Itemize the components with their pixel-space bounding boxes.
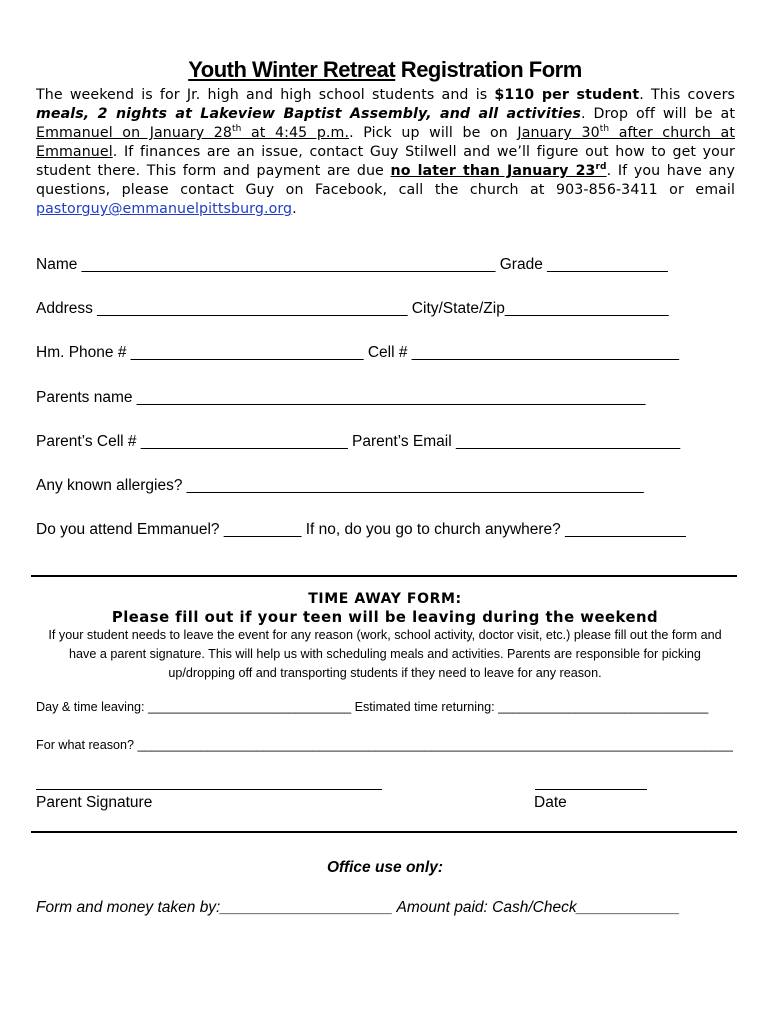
covers-text: meals, 2 nights at Lakeview Baptist Assembly, and all activities xyxy=(36,106,581,122)
address-field[interactable]: Address ____________________________________ City/State/Zip___________________ xyxy=(36,300,669,317)
time-away-heading: TIME AWAY FORM: xyxy=(308,591,462,607)
title-event-name: Youth Winter Retreat xyxy=(188,57,396,82)
reason-field[interactable]: For what reason? _____________________________________________________________________________________ xyxy=(36,738,733,752)
title-form-label: Registration Form xyxy=(395,57,582,82)
price-text: $110 per student xyxy=(494,87,640,103)
allergies-field[interactable]: Any known allergies? _____________________________________________________ xyxy=(36,477,644,494)
intro-text: . Pick up will be on xyxy=(349,125,518,141)
intro-text: . If you have any questions, please contact Guy on Facebook, call the church at 903-856-3411 or email xyxy=(36,163,735,198)
pickup-location-text: after church at Emmanuel xyxy=(36,125,736,160)
time-away-subheading: Please fill out if your teen will be leaving during the weekend xyxy=(111,609,659,626)
due-date xyxy=(391,163,607,179)
date-line[interactable] xyxy=(535,789,647,790)
section-divider xyxy=(31,831,737,833)
office-use-fields[interactable]: Form and money taken by:____________________ Amount paid: Cash/Check____________ xyxy=(36,899,681,916)
dropoff-text: Emmanuel on January 28 xyxy=(36,125,233,141)
intro-text: . This covers xyxy=(639,87,735,103)
pickup-date-text: January 30 xyxy=(517,125,600,141)
parent-cell-email-field[interactable]: Parent’s Cell # ________________________ Parent’s Email __________________________ xyxy=(36,433,681,450)
name-grade-field[interactable]: Name ________________________________________________ Grade ______________ xyxy=(36,256,668,273)
intro-text: . If finances are an issue, contact Guy Stilwell and we’ll figure out how to get your student there. This form and payment are due xyxy=(36,144,735,179)
time-away-instructions: If your student needs to leave the event for any reason (work, school activity, doctor visit, etc.) please fill out the form and have a parent signature. This will help us with scheduling meals and activities. Parents are responsible for picking up/dropping off and transporting students if they need to leave for any reason. xyxy=(48,628,722,680)
signature-label: Parent Signature xyxy=(36,794,153,811)
due-text: no later than January 23 xyxy=(390,163,596,179)
intro-text: The weekend is for Jr. high and high school students and is xyxy=(36,87,495,103)
email-link[interactable]: pastorguy@emmanuelpittsburg.org xyxy=(36,201,293,217)
page-title xyxy=(0,56,770,84)
pickup-superscript: th xyxy=(599,124,610,134)
dropoff-info xyxy=(36,125,349,141)
section-divider xyxy=(31,575,737,577)
dropoff-superscript: th xyxy=(232,124,242,134)
dropoff-time-text: at 4:45 p.m. xyxy=(241,125,350,141)
intro-paragraph xyxy=(36,86,735,219)
date-label: Date xyxy=(534,794,567,811)
phone-field[interactable]: Hm. Phone # ___________________________ Cell # _______________________________ xyxy=(36,344,679,361)
intro-text: . Drop off will be at xyxy=(580,106,735,122)
leaving-times-field[interactable]: Day & time leaving: _____________________________ Estimated time returning: ______________________________ xyxy=(36,700,709,714)
parents-name-field[interactable]: Parents name ___________________________________________________________ xyxy=(36,389,646,406)
office-use-heading: Office use only: xyxy=(327,859,443,876)
due-superscript: rd xyxy=(595,162,607,172)
attend-church-field[interactable]: Do you attend Emmanuel? _________ If no, do you go to church anywhere? ______________ xyxy=(36,521,686,538)
signature-line[interactable] xyxy=(36,789,382,790)
intro-text: . xyxy=(292,201,297,217)
